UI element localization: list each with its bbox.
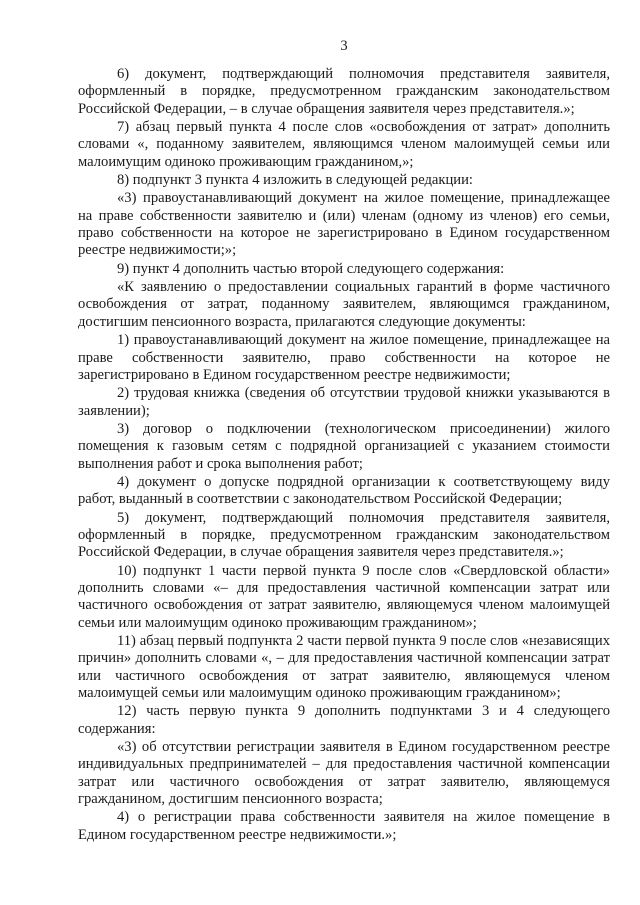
- paragraph-pension-age-documents: «К заявлению о предоставлении социальных гарантий в форме частичного освобождения от затрат, поданному заявителем, являющимся гражданином, достигшим пенсионного возраста, прилагаются следующие документы:: [78, 279, 610, 330]
- paragraph-amendment-12: 12) часть первую пункта 9 дополнить подпунктами 3 и 4 следующего содержания:: [78, 703, 610, 737]
- document-page: [78, 38, 610, 844]
- paragraph-item-6-representative-document: 6) документ, подтверждающий полномочия представителя заявителя, оформленный в порядке, предусмотренном гражданским законодательством Российской Федерации, – в случае обращения заявителя через представителя.»;: [78, 66, 610, 117]
- page-number: 3: [340, 38, 348, 54]
- paragraph-amendment-10: 10) подпункт 1 части первой пункта 9 после слов «Свердловской области» дополнить словами «– для предоставления частичной компенсации затрат или частичного освобождения от затрат заявителю, являющемуся членом малоимущей семьи или малоимущим одиноко проживающим гражданином»;: [78, 562, 610, 631]
- paragraph-list-item-2: 2) трудовая книжка (сведения об отсутствии трудовой книжки указываются в заявлении);: [78, 385, 610, 419]
- paragraph-list-item-5: 5) документ, подтверждающий полномочия представителя заявителя, оформленный в порядке, предусмотренном гражданским законодательством Российской Федерации, в случае обращения заявителя через представителя.»;: [78, 509, 610, 561]
- paragraph-list-item-3: 3) договор о подключении (технологическом присоединении) жилого помещения к газовым сетям с подрядной организацией с указанием стоимости выполнения работ и срока выполнения работ;: [78, 420, 610, 472]
- paragraph-list-item-1: 1) правоустанавливающий документ на жилое помещение, принадлежащее на праве собственности заявителю, право собственности на которое не зарегистрировано в Едином государственном реестре недвижимости;: [78, 332, 610, 383]
- paragraph-new-subitem-4-ownership: 4) о регистрации права собственности заявителя на жилое помещение в Едином государственном реестре недвижимости.»;: [78, 809, 610, 843]
- paragraph-list-item-4: 4) документ о допуске подрядной организации к соответствующему виду работ, выданный в соответствии с законодательством Российской Федерации;: [78, 473, 610, 508]
- paragraph-amendment-7: 7) абзац первый пункта 4 после слов «освобождения от затрат» дополнить словами «, поданному заявителем, являющимся членом малоимущей семьи или малоимущим одиноко проживающим гражданином,»;: [78, 119, 610, 170]
- paragraph-amendment-11: 11) абзац первый подпункта 2 части первой пункта 9 после слов «независящих причин» дополнить словами «, – для предоставления частичной компенсации затрат или частичного освобождения от затрат заявителю, являющемуся членом малоимущей семьи или малоимущим одиноко проживающим гражданином»;: [78, 633, 610, 702]
- document-body: [78, 66, 610, 844]
- paragraph-amendment-8: 8) подпункт 3 пункта 4 изложить в следующей редакции:: [117, 172, 473, 189]
- paragraph-new-subitem-3-registration: «3) об отсутствии регистрации заявителя в Едином государственном реестре индивидуальных предпринимателей – для предоставления частичной компенсации затрат или частичного освобождения от затрат заявителю, являющемуся гражданином, достигшим пенсионного возраста;: [78, 739, 610, 808]
- paragraph-new-subitem-3: «3) правоустанавливающий документ на жилое помещение, принадлежащее на праве собственности заявителю и (или) членам (одному из членов) его семьи, право собственности на которое не зарегистрировано в Едином государственном реестре недвижимости;»;: [78, 190, 610, 259]
- paragraph-amendment-9: 9) пункт 4 дополнить частью второй следующего содержания:: [117, 260, 505, 277]
